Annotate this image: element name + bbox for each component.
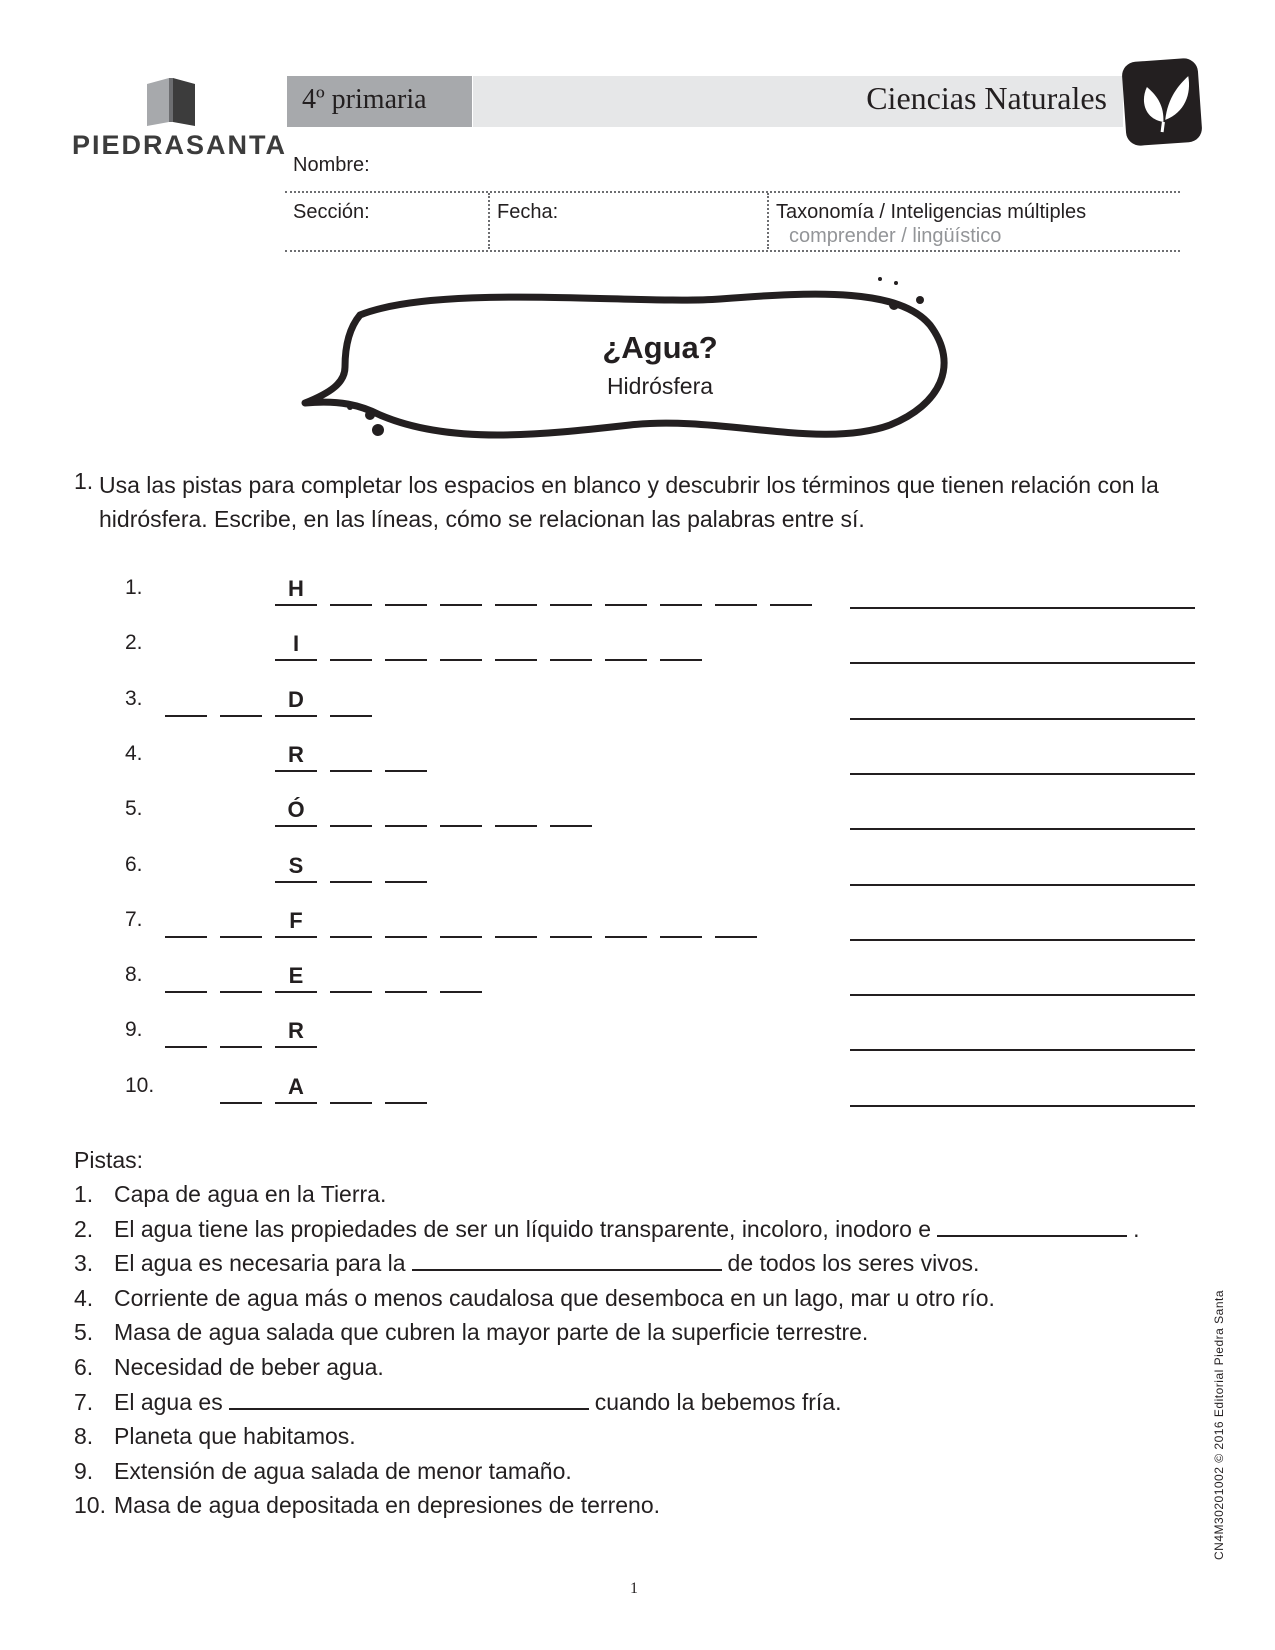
taxonomy-value: comprender / lingüístico xyxy=(789,225,1002,247)
relation-answer-line[interactable] xyxy=(850,718,1195,720)
relation-answer-line[interactable] xyxy=(850,607,1195,609)
clue-item xyxy=(74,1181,386,1208)
letter-blank[interactable] xyxy=(165,961,207,993)
clue-text: El agua es xyxy=(114,1389,223,1415)
clue-text-end: . xyxy=(1133,1216,1140,1242)
letter-blank[interactable] xyxy=(440,574,482,606)
puzzle-row-number: 5. xyxy=(125,797,143,820)
letter-blank[interactable] xyxy=(770,574,812,606)
puzzle-row-number: 10. xyxy=(125,1074,155,1097)
clue-number: 9. xyxy=(74,1458,94,1484)
given-letter: D xyxy=(275,685,317,717)
relation-answer-line[interactable] xyxy=(850,994,1195,996)
puzzle-row-number: 8. xyxy=(125,963,143,986)
letter-blank[interactable] xyxy=(385,574,427,606)
letter-blank[interactable] xyxy=(165,685,207,717)
name-label: Nombre: xyxy=(293,154,370,176)
letter-blank[interactable] xyxy=(330,795,372,827)
book-logo-icon xyxy=(145,76,197,126)
divider xyxy=(767,193,769,249)
letter-blank[interactable] xyxy=(660,906,702,938)
letter-blank[interactable] xyxy=(220,961,262,993)
worksheet-title: ¿Agua? xyxy=(602,330,718,365)
given-letter: R xyxy=(275,1016,317,1048)
letter-blank[interactable] xyxy=(165,1016,207,1048)
letter-blank[interactable] xyxy=(715,906,757,938)
letter-blank[interactable] xyxy=(385,629,427,661)
letter-blank[interactable] xyxy=(440,795,482,827)
letter-blank[interactable] xyxy=(165,906,207,938)
letter-blank[interactable] xyxy=(495,574,537,606)
letter-blank[interactable] xyxy=(385,1072,427,1104)
clue-text: Corriente de agua más o menos caudalosa que desemboca en un lago, mar u otro río. xyxy=(114,1285,995,1311)
given-letter: A xyxy=(275,1072,317,1104)
clue-text: Masa de agua depositada en depresiones de terreno. xyxy=(114,1492,661,1518)
divider xyxy=(285,250,1180,252)
page-number: 1 xyxy=(630,1580,638,1597)
letter-blank[interactable] xyxy=(330,574,372,606)
brand-name: PIEDRASANTA xyxy=(72,130,288,160)
letter-blank[interactable] xyxy=(385,740,427,772)
fill-in-blank[interactable] xyxy=(229,1390,589,1410)
letter-blank[interactable] xyxy=(330,1072,372,1104)
taxonomy-label: Taxonomía / Inteligencias múltiples xyxy=(776,201,1087,223)
puzzle-row-number: 6. xyxy=(125,853,143,876)
clue-number: 8. xyxy=(74,1423,94,1449)
relation-answer-line[interactable] xyxy=(850,939,1195,941)
clue-item xyxy=(74,1354,384,1381)
letter-blank[interactable] xyxy=(385,961,427,993)
letter-blank[interactable] xyxy=(495,629,537,661)
clue-item xyxy=(74,1319,868,1346)
letter-blank[interactable] xyxy=(550,574,592,606)
clue-text: Extensión de agua salada de menor tamaño. xyxy=(114,1458,572,1484)
clue-item xyxy=(74,1492,660,1519)
relation-answer-line[interactable] xyxy=(850,828,1195,830)
letter-blank[interactable] xyxy=(385,906,427,938)
section-label: Sección: xyxy=(293,201,370,223)
letter-blank[interactable] xyxy=(605,629,647,661)
clue-number: 7. xyxy=(74,1389,94,1415)
letter-blank[interactable] xyxy=(440,906,482,938)
clue-number: 3. xyxy=(74,1250,94,1276)
letter-blank[interactable] xyxy=(605,574,647,606)
puzzle-row-number: 4. xyxy=(125,742,143,765)
clue-text: El agua es necesaria para la xyxy=(114,1250,406,1276)
letter-blank[interactable] xyxy=(495,906,537,938)
puzzle-row-number: 2. xyxy=(125,631,143,654)
clue-text-end: cuando la bebemos fría. xyxy=(594,1389,842,1415)
letter-blank[interactable] xyxy=(330,906,372,938)
given-letter: F xyxy=(275,906,317,938)
fill-in-blank[interactable] xyxy=(412,1251,722,1271)
divider xyxy=(285,191,1180,193)
letter-blank[interactable] xyxy=(550,629,592,661)
worksheet-subtitle: Hidrósfera xyxy=(606,373,714,399)
clues-label: Pistas: xyxy=(74,1147,144,1173)
letter-blank[interactable] xyxy=(220,685,262,717)
given-letter: E xyxy=(275,961,317,993)
clue-text: Masa de agua salada que cubren la mayor parte de la superficie terrestre. xyxy=(114,1319,869,1345)
relation-answer-line[interactable] xyxy=(850,1105,1195,1107)
clue-text-end: de todos los seres vivos. xyxy=(727,1250,980,1276)
letter-blank[interactable] xyxy=(440,961,482,993)
instruction-text: Usa las pistas para completar los espacios en blanco y descubrir los términos que tienen relación con la hidrósfera. Escribe, en las líneas, cómo se relacionan las palabras entre sí. xyxy=(99,472,1159,532)
clue-number: 2. xyxy=(74,1216,94,1242)
clue-text: Necesidad de beber agua. xyxy=(114,1354,384,1380)
letter-blank[interactable] xyxy=(550,906,592,938)
puzzle-row-number: 1. xyxy=(125,576,143,599)
letter-blank[interactable] xyxy=(550,795,592,827)
grade-label: 4º primaria xyxy=(302,84,427,115)
letter-blank[interactable] xyxy=(330,740,372,772)
letter-blank[interactable] xyxy=(385,795,427,827)
name-field[interactable] xyxy=(390,150,1180,184)
letter-blank[interactable] xyxy=(330,629,372,661)
clue-number: 10. xyxy=(74,1492,106,1518)
relation-answer-line[interactable] xyxy=(850,884,1195,886)
given-letter: S xyxy=(275,851,317,883)
clue-number: 5. xyxy=(74,1319,94,1345)
given-letter: H xyxy=(275,574,317,606)
letter-blank[interactable] xyxy=(495,795,537,827)
puzzle-row-number: 7. xyxy=(125,908,143,931)
relation-answer-line[interactable] xyxy=(850,1049,1195,1051)
clue-item xyxy=(74,1389,841,1416)
date-label: Fecha: xyxy=(497,201,559,223)
leaf-icon xyxy=(1121,57,1203,146)
clue-text: Capa de agua en la Tierra. xyxy=(114,1181,387,1207)
letter-blank[interactable] xyxy=(220,906,262,938)
clue-item xyxy=(74,1423,356,1450)
fill-in-blank[interactable] xyxy=(937,1217,1127,1237)
clue-item xyxy=(74,1250,979,1277)
given-letter: I xyxy=(275,629,317,661)
letter-blank[interactable] xyxy=(330,851,372,883)
letter-blank[interactable] xyxy=(605,906,647,938)
instruction-number: 1. xyxy=(74,468,94,494)
clue-item xyxy=(74,1285,995,1312)
clue-number: 6. xyxy=(74,1354,94,1380)
subject-title: Ciencias Naturales xyxy=(866,80,1107,116)
letter-blank[interactable] xyxy=(330,685,372,717)
divider xyxy=(488,193,490,249)
letter-blank[interactable] xyxy=(220,1072,262,1104)
clue-number: 1. xyxy=(74,1181,94,1207)
letter-blank[interactable] xyxy=(330,961,372,993)
relation-answer-line[interactable] xyxy=(850,773,1195,775)
clue-number: 4. xyxy=(74,1285,94,1311)
clue-item xyxy=(74,1458,572,1485)
clue-item xyxy=(74,1216,1139,1243)
copyright-code: CN4M30201002 © 2016 Editorial Piedra Santa xyxy=(1212,1290,1226,1560)
relation-answer-line[interactable] xyxy=(850,662,1195,664)
letter-blank[interactable] xyxy=(440,629,482,661)
letter-blank[interactable] xyxy=(220,1016,262,1048)
letter-blank[interactable] xyxy=(385,851,427,883)
clue-text: El agua tiene las propiedades de ser un líquido transparente, incoloro, inodoro e xyxy=(114,1216,932,1242)
letter-blank[interactable] xyxy=(715,574,757,606)
given-letter: R xyxy=(275,740,317,772)
puzzle-row-number: 3. xyxy=(125,687,143,710)
clue-text: Planeta que habitamos. xyxy=(114,1423,356,1449)
letter-blank[interactable] xyxy=(660,574,702,606)
given-letter: Ó xyxy=(275,795,317,827)
puzzle-row-number: 9. xyxy=(125,1018,143,1041)
letter-blank[interactable] xyxy=(660,629,702,661)
